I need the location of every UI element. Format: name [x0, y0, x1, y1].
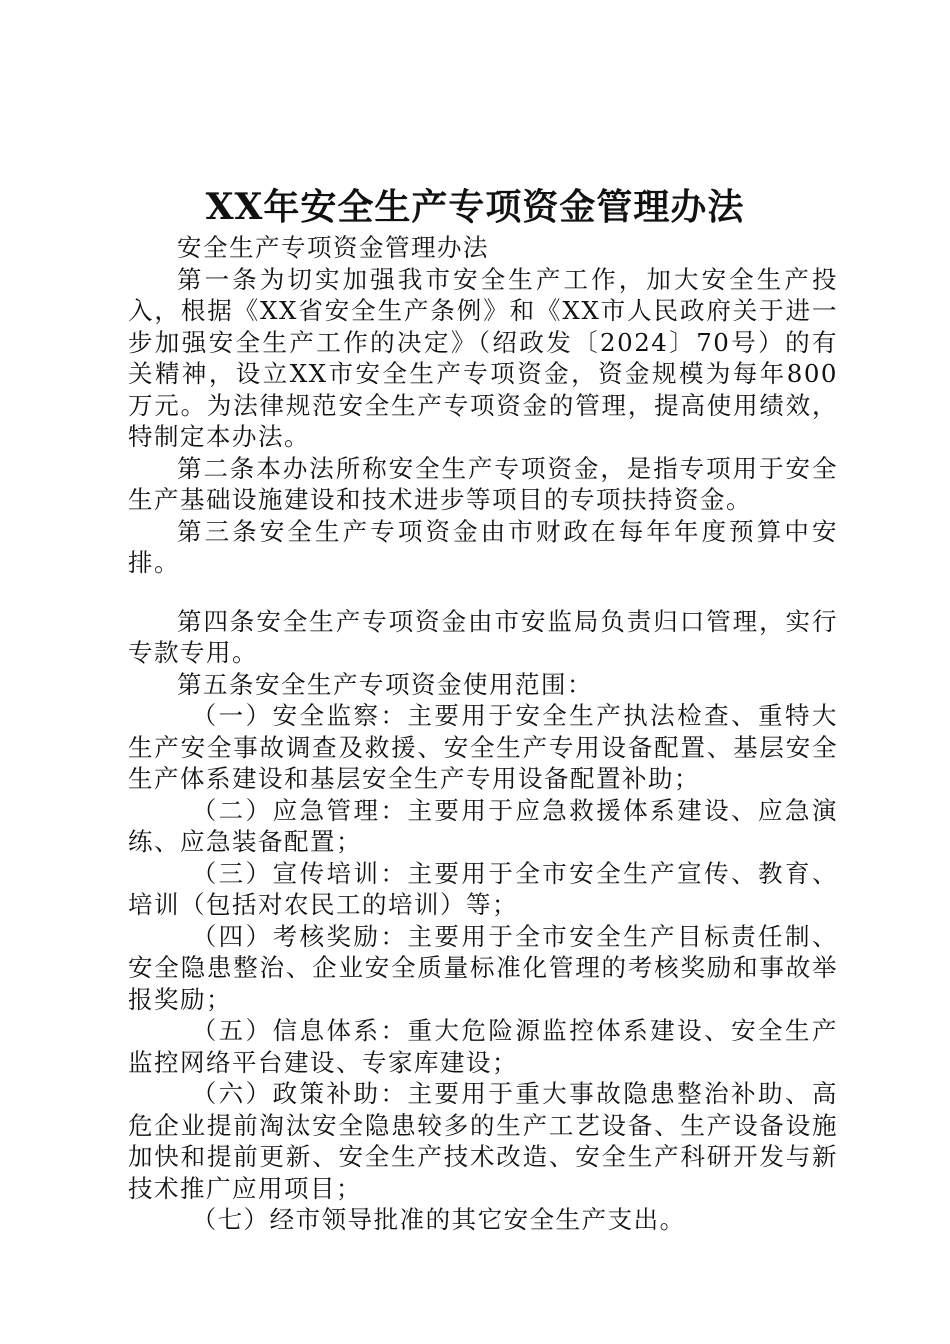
document-subtitle: 安全生产专项资金管理办法	[177, 233, 489, 262]
scope-item-7: （七）经市领导批准的其它安全生产支出。	[191, 1205, 686, 1234]
paragraph-gap	[128, 579, 838, 606]
article-3-paragraph: 第三条安全生产专项资金由市财政在每年年度预算中安排。	[128, 516, 838, 577]
article-2-paragraph: 第二条本办法所称安全生产专项资金，是指专项用于安全生产基础设施建设和技术进步等项目的专项扶持资金。	[128, 453, 838, 514]
scope-item-2: （二）应急管理：主要用于应急救援体系建设、应急演练、应急装备配置；	[128, 795, 838, 856]
scope-item-5: （五）信息体系：重大危险源监控体系建设、安全生产监控网络平台建设、专家库建设；	[128, 1016, 838, 1077]
scope-item-3: （三）宣传培训：主要用于全市安全生产宣传、教育、培训（包括对农民工的培训）等；	[128, 858, 838, 919]
scope-item-4: （四）考核奖励：主要用于全市安全生产目标责任制、安全隐患整治、企业安全质量标准化管理的考核奖励和事故举报奖励；	[128, 921, 838, 1014]
article-4-paragraph: 第四条安全生产专项资金由市安监局负责归口管理，实行专款专用。	[128, 606, 838, 667]
document-body	[128, 232, 838, 1236]
scope-item-1: （一）安全监察：主要用于安全生产执法检查、重特大生产安全事故调查及救援、安全生产专用设备配置、基层安全生产体系建设和基层安全生产专用设备配置补助；	[128, 701, 838, 793]
article-1-paragraph: 第一条为切实加强我市安全生产工作，加大安全生产投入，根据《XX省安全生产条例》和《XX市人民政府关于进一步加强安全生产工作的决定》（绍政发〔2024〕70号）的有关精神，设立XX市安全生产专项资金，资金规模为每年800万元。为法律规范安全生产专项资金的管理，提高使用绩效，特制定本办法。	[128, 264, 838, 451]
document-title: XX年安全生产专项资金管理办法	[205, 186, 745, 228]
scope-item-6: （六）政策补助：主要用于重大事故隐患整治补助、高危企业提前淘汰安全隐患较多的生产工艺设备、生产设备设施加快和提前更新、安全生产技术改造、安全生产科研开发与新技术推广应用项目；	[128, 1079, 838, 1203]
article-5-paragraph: 第五条安全生产专项资金使用范围：	[177, 669, 593, 699]
